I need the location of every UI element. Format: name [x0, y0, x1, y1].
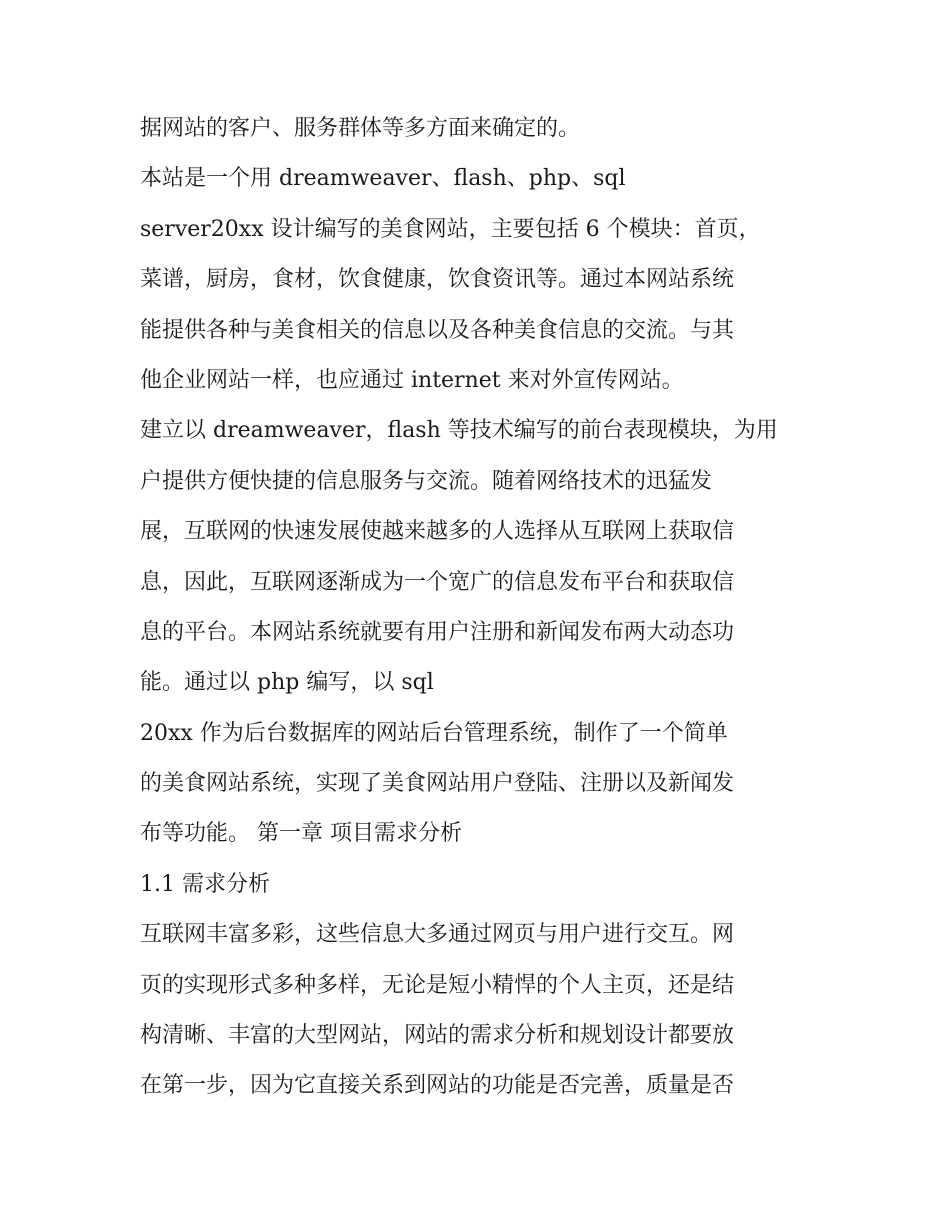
text-line: 能提供各种与美食相关的信息以及各种美食信息的交流。与其	[140, 317, 735, 343]
text-line: 20xx 作为后台数据库的网站后台管理系统，制作了一个简单	[140, 720, 728, 746]
text-line: 本站是一个用 dreamweaver、flash、php、sql	[140, 166, 626, 192]
chapter-heading-line: 布等功能。 第一章 项目需求分析	[140, 821, 462, 847]
body-text	[140, 104, 820, 1112]
text-line: 据网站的客户、服务群体等多方面来确定的。	[140, 116, 581, 141]
section-heading: 1.1 需求分析	[140, 871, 270, 897]
text-line: 能。通过以 php 编写，以 sql	[140, 670, 434, 696]
text-line: server20xx 设计编写的美食网站，主要包括 6 个模块：首页，	[140, 216, 761, 242]
text-line: 互联网丰富多彩，这些信息大多通过网页与用户进行交互。网	[140, 922, 735, 948]
text-line: 息，因此，互联网逐渐成为一个宽广的信息发布平台和获取信	[140, 569, 735, 595]
text-line: 在第一步，因为它直接关系到网站的功能是否完善，质量是否	[140, 1073, 735, 1099]
text-line: 他企业网站一样，也应通过 internet 来对外宣传网站。	[140, 367, 684, 393]
text-line: 息的平台。本网站系统就要有用户注册和新闻发布两大动态功	[140, 619, 735, 645]
text-line: 菜谱，厨房，食材，饮食健康，饮食资讯等。通过本网站系统	[140, 267, 735, 293]
text-line: 的美食网站系统，实现了美食网站用户登陆、注册以及新闻发	[140, 771, 735, 797]
text-line: 页的实现形式多种多样，无论是短小精悍的个人主页，还是结	[140, 972, 735, 998]
text-line: 展，互联网的快速发展使越来越多的人选择从互联网上获取信	[140, 519, 735, 545]
text-line: 建立以 dreamweaver，flash 等技术编写的前台表现模块，为用	[140, 418, 778, 444]
text-line: 户提供方便快捷的信息服务与交流。随着网络技术的迅猛发	[140, 468, 713, 494]
text-line: 构清晰、丰富的大型网站，网站的需求分析和规划设计都要放	[140, 1023, 735, 1049]
